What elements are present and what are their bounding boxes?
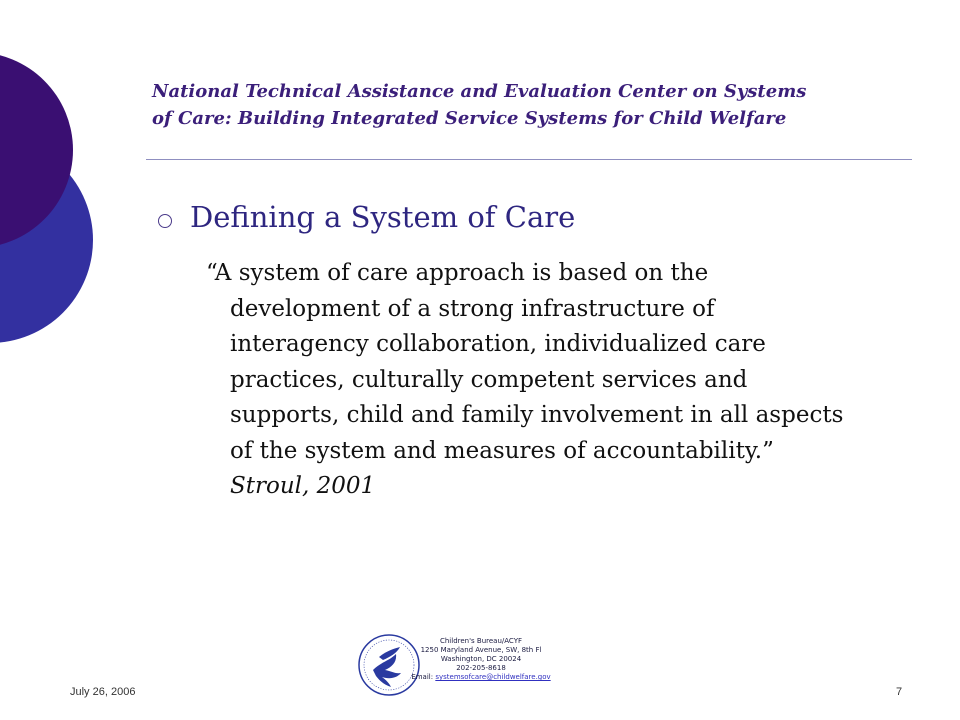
quote-citation: Stroul, 2001 xyxy=(230,473,376,499)
definition-quote xyxy=(206,256,860,505)
contact-email-label: Email: xyxy=(411,673,436,681)
header-line-1: National Technical Assistance and Evaluation Center on Systems xyxy=(152,81,807,102)
contact-city: Washington, DC 20024 xyxy=(440,655,522,663)
contact-block xyxy=(398,637,564,682)
contact-phone: 202-205-8618 xyxy=(456,664,506,672)
slide-header xyxy=(152,78,912,132)
header-divider xyxy=(146,159,912,160)
hollow-circle-bullet-icon xyxy=(158,214,172,228)
contact-address: 1250 Maryland Avenue, SW, 8th Fl xyxy=(420,646,542,654)
footer-date: July 26, 2006 xyxy=(70,686,136,698)
quote-text: “A system of care approach is based on the development of a strong infrastructure of interagency collaboration, individualized care practices, culturally competent services and supports, child and family involvement in all aspects of the system and measures of accountability.” xyxy=(206,260,844,464)
slide-heading: Defining a System of Care xyxy=(190,200,576,234)
contact-email-line xyxy=(398,673,564,682)
page-number: 7 xyxy=(896,686,903,698)
decorative-circles xyxy=(0,0,140,400)
contact-org: Children's Bureau/ACYF xyxy=(439,637,522,645)
header-line-2: of Care: Building Integrated Service Systems for Child Welfare xyxy=(152,108,787,129)
contact-email-link[interactable]: systemsofcare@childwelfare.gov xyxy=(435,673,551,681)
